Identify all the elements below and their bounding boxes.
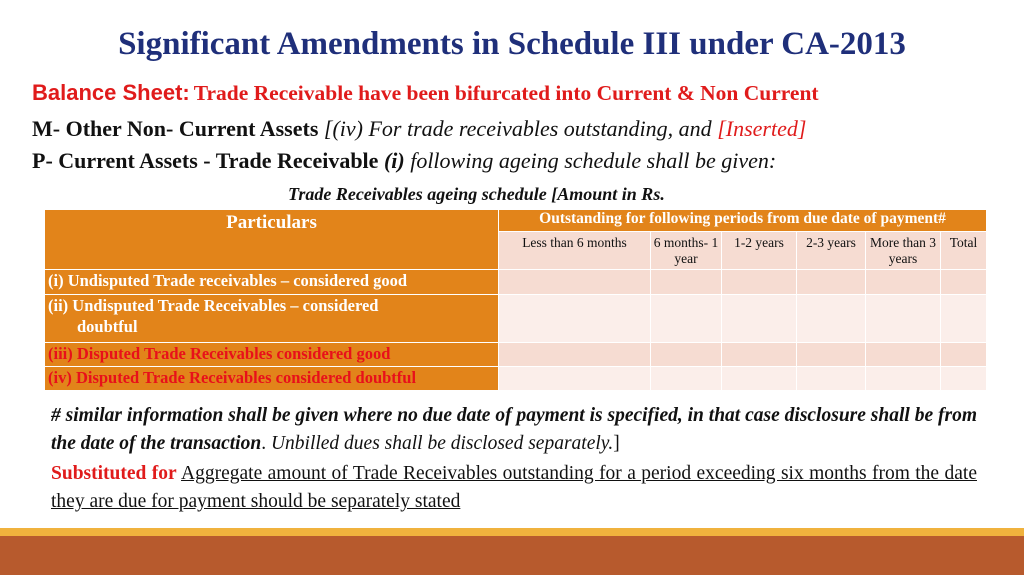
inserted-tag: [Inserted] — [717, 116, 807, 141]
table-cell — [722, 367, 797, 391]
table-cell — [941, 367, 987, 391]
table-cell — [651, 270, 722, 295]
table-caption: Trade Receivables ageing schedule [Amount in Rs. — [288, 184, 665, 204]
table-row — [45, 295, 987, 343]
table-cell — [866, 270, 941, 295]
table-cell — [499, 343, 651, 367]
table-cell — [499, 270, 651, 295]
row-label: (ii) Undisputed Trade Receivables – considered — [48, 296, 379, 315]
row-label: (i) Undisputed Trade receivables – considered good — [45, 270, 499, 295]
table-cell — [941, 343, 987, 367]
footer-band-gold — [0, 528, 1024, 536]
period-header: 6 months- 1 year — [651, 232, 722, 270]
table-cell — [722, 343, 797, 367]
table-cell — [499, 295, 651, 343]
row-label-continuation: doubtful — [77, 317, 138, 336]
table-cell — [722, 295, 797, 343]
substituted-text: Aggregate amount of Trade Receivables outstanding for a period exceeding six months from the date they are due for payment should be separately stated — [51, 463, 977, 512]
other-non-current-assets-text: [(iv) For trade receivables outstanding, and — [323, 116, 712, 141]
table-cell — [866, 343, 941, 367]
table-cell — [797, 295, 866, 343]
row-label: (iii) Disputed Trade Receivables considered good — [45, 343, 499, 367]
table-cell — [941, 295, 987, 343]
table-row — [45, 270, 987, 295]
footnote-bracket: ] — [613, 433, 620, 454]
period-header: 1-2 years — [722, 232, 797, 270]
footnote-period: . — [261, 433, 267, 454]
other-non-current-assets-line — [32, 116, 806, 142]
balance-sheet-line — [32, 80, 819, 106]
current-assets-line — [32, 148, 776, 174]
table-cell — [797, 270, 866, 295]
table-cell — [866, 295, 941, 343]
table-cell — [651, 343, 722, 367]
substituted-note — [51, 460, 977, 516]
current-assets-item: (i) — [383, 148, 405, 173]
table-cell — [722, 270, 797, 295]
current-assets-label: P- Current Assets - Trade Receivable — [32, 148, 379, 173]
slide-title: Significant Amendments in Schedule III under CA-2013 — [118, 26, 906, 62]
period-header: 2-3 years — [797, 232, 866, 270]
table-cell — [941, 270, 987, 295]
table-cell — [651, 367, 722, 391]
table-cell — [651, 295, 722, 343]
period-header: Total — [941, 232, 987, 270]
substituted-label: Substituted for — [51, 463, 177, 484]
header-particulars: Particulars — [45, 210, 499, 270]
footer-band-rust — [0, 536, 1024, 575]
header-outstanding: Outstanding for following periods from due date of payment# — [499, 210, 987, 232]
period-header: More than 3 years — [866, 232, 941, 270]
row-label-cell — [45, 295, 499, 343]
row-label: (iv) Disputed Trade Receivables considered doubtful — [45, 367, 499, 391]
current-assets-text: following ageing schedule shall be given: — [410, 148, 777, 173]
footnote — [51, 402, 977, 458]
other-non-current-assets-label: M- Other Non- Current Assets — [32, 116, 319, 141]
footnote-unbilled-text: Unbilled dues shall be disclosed separately. — [270, 433, 614, 454]
table-row — [45, 343, 987, 367]
table-cell — [499, 367, 651, 391]
footnote-hash-text: # similar information shall be given where no due date of payment is specified, in that case disclosure shall be from the date of the transaction — [51, 405, 977, 454]
table-row — [45, 367, 987, 391]
table-cell — [866, 367, 941, 391]
table-cell — [797, 343, 866, 367]
balance-sheet-text: Trade Receivable have been bifurcated into Current & Non Current — [193, 81, 819, 105]
balance-sheet-label: Balance Sheet: — [32, 80, 190, 105]
period-header: Less than 6 months — [499, 232, 651, 270]
ageing-schedule-table — [44, 209, 987, 391]
table-cell — [797, 367, 866, 391]
